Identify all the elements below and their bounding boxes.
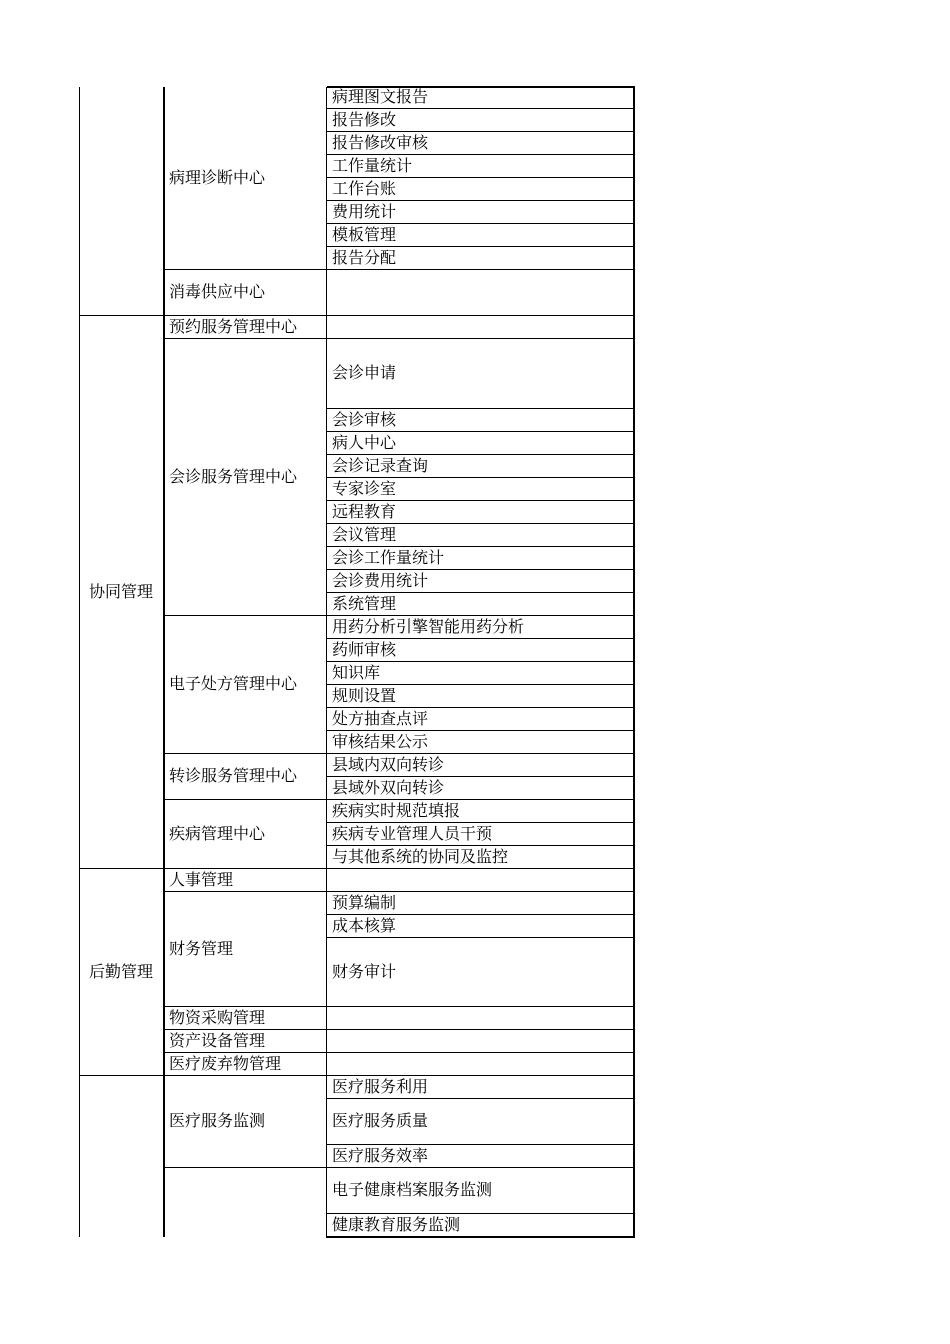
function-cell: 成本核算 (332, 916, 397, 935)
function-row-rule (327, 822, 635, 823)
function-row-rule (327, 1213, 635, 1214)
function-cell: 与其他系统的协同及监控 (332, 847, 509, 866)
function-row-rule (327, 454, 635, 455)
category-row-rule (80, 315, 164, 316)
function-cell: 会诊记录查询 (332, 456, 429, 475)
function-cell: 会诊申请 (332, 363, 397, 382)
function-cell: 医疗服务利用 (332, 1077, 429, 1096)
function-cell: 报告分配 (332, 248, 397, 267)
subsystem-row-rule (164, 338, 327, 339)
function-row-rule (327, 477, 635, 478)
function-cell: 县域外双向转诊 (332, 778, 445, 797)
function-row-rule (327, 1052, 635, 1053)
function-row-rule (327, 1029, 635, 1030)
function-cell: 工作台账 (332, 179, 397, 198)
function-row-rule (327, 338, 635, 339)
function-row-rule (327, 1167, 635, 1168)
function-cell: 知识库 (332, 663, 381, 682)
function-cell: 费用统计 (332, 202, 397, 221)
subsystem-row-rule (164, 1075, 327, 1076)
subsystem-row-rule (164, 868, 327, 869)
function-cell: 医疗服务效率 (332, 1146, 429, 1165)
subsystem-cell: 人事管理 (169, 870, 234, 889)
function-cell: 报告修改审核 (332, 133, 429, 152)
subsystem-row-rule (164, 891, 327, 892)
function-cell: 报告修改 (332, 110, 397, 129)
subsystem-cell: 消毒供应中心 (169, 282, 266, 301)
function-cell: 系统管理 (332, 594, 397, 613)
subsystem-column-rule (163, 87, 165, 1237)
function-cell: 病人中心 (332, 433, 397, 452)
category-row-rule (80, 868, 164, 869)
function-cell: 工作量统计 (332, 156, 413, 175)
function-row-rule (327, 269, 635, 270)
function-cell: 电子健康档案服务监测 (332, 1180, 493, 1199)
function-row-rule (327, 937, 635, 938)
subsystem-cell: 物资采购管理 (169, 1008, 266, 1027)
function-cell: 财务审计 (332, 962, 397, 981)
function-row-rule (327, 730, 635, 731)
category-column-rule (79, 87, 80, 1237)
function-cell: 模板管理 (332, 225, 397, 244)
function-cell: 远程教育 (332, 502, 397, 521)
subsystem-row-rule (164, 315, 327, 316)
subsystem-row-rule (164, 753, 327, 754)
function-cell: 规则设置 (332, 686, 397, 705)
function-cell: 专家诊室 (332, 479, 397, 498)
function-row-rule (327, 546, 635, 547)
function-row-rule (327, 592, 635, 593)
function-cell: 会议管理 (332, 525, 397, 544)
subsystem-cell: 疾病管理中心 (169, 824, 266, 843)
function-row-rule (327, 776, 635, 777)
table-right-rule (633, 87, 635, 1238)
function-row-rule (327, 1075, 635, 1076)
function-row-rule (327, 108, 635, 109)
function-row-rule (327, 799, 635, 800)
subsystem-cell: 会诊服务管理中心 (169, 467, 298, 486)
subsystem-row-rule (164, 1006, 327, 1007)
function-row-rule (327, 1006, 635, 1007)
function-row-rule (327, 914, 635, 915)
function-cell: 县域内双向转诊 (332, 755, 445, 774)
function-row-rule (327, 246, 635, 247)
subsystem-cell: 医疗服务监测 (169, 1111, 266, 1130)
function-column-rule (326, 87, 327, 1238)
function-row-rule (327, 868, 635, 869)
function-row-rule (327, 315, 635, 316)
subsystem-row-rule (164, 1167, 327, 1168)
function-row-rule (327, 707, 635, 708)
category-cell: 协同管理 (89, 582, 154, 601)
function-row-rule (327, 615, 635, 616)
function-cell: 健康教育服务监测 (332, 1215, 461, 1234)
function-cell: 疾病专业管理人员干预 (332, 824, 493, 843)
function-cell: 预算编制 (332, 893, 397, 912)
function-cell: 用药分析引擎智能用药分析 (332, 617, 525, 636)
function-row-rule (327, 154, 635, 155)
function-cell: 疾病实时规范填报 (332, 801, 461, 820)
function-cell: 审核结果公示 (332, 732, 429, 751)
subsystem-cell: 病理诊断中心 (169, 168, 266, 187)
category-cell: 后勤管理 (89, 962, 154, 981)
subsystem-row-rule (164, 1029, 327, 1030)
function-row-rule (327, 661, 635, 662)
function-row-rule (327, 753, 635, 754)
function-row-rule (327, 638, 635, 639)
subsystem-row-rule (164, 1052, 327, 1053)
function-cell: 会诊费用统计 (332, 571, 429, 590)
subsystem-row-rule (164, 799, 327, 800)
subsystem-cell: 电子处方管理中心 (169, 674, 298, 693)
function-row-rule (327, 408, 635, 409)
category-row-rule (80, 1075, 164, 1076)
function-row-rule (327, 500, 635, 501)
function-cell: 会诊审核 (332, 410, 397, 429)
subsystem-cell: 医疗废弃物管理 (169, 1054, 282, 1073)
subsystem-row-rule (164, 269, 327, 270)
function-cell: 会诊工作量统计 (332, 548, 445, 567)
function-row-rule (327, 1144, 635, 1145)
function-row-rule (327, 569, 635, 570)
function-row-rule (327, 131, 635, 132)
subsystem-cell: 预约服务管理中心 (169, 317, 298, 336)
function-row-rule (327, 891, 635, 892)
function-row-rule (327, 1098, 635, 1099)
function-row-rule (327, 431, 635, 432)
function-row-rule (327, 845, 635, 846)
subsystem-cell: 转诊服务管理中心 (169, 766, 298, 785)
function-row-rule (327, 223, 635, 224)
function-cell: 医疗服务质量 (332, 1111, 429, 1130)
subsystem-cell: 财务管理 (169, 939, 234, 958)
function-cell: 处方抽查点评 (332, 709, 429, 728)
function-row-rule (327, 1236, 635, 1238)
function-row-rule (327, 684, 635, 685)
subsystem-row-rule (164, 615, 327, 616)
function-cell: 药师审核 (332, 640, 397, 659)
function-row-rule (327, 177, 635, 178)
subsystem-cell: 资产设备管理 (169, 1031, 266, 1050)
function-row-rule (327, 200, 635, 201)
function-cell: 病理图文报告 (332, 87, 429, 106)
function-row-rule (327, 523, 635, 524)
